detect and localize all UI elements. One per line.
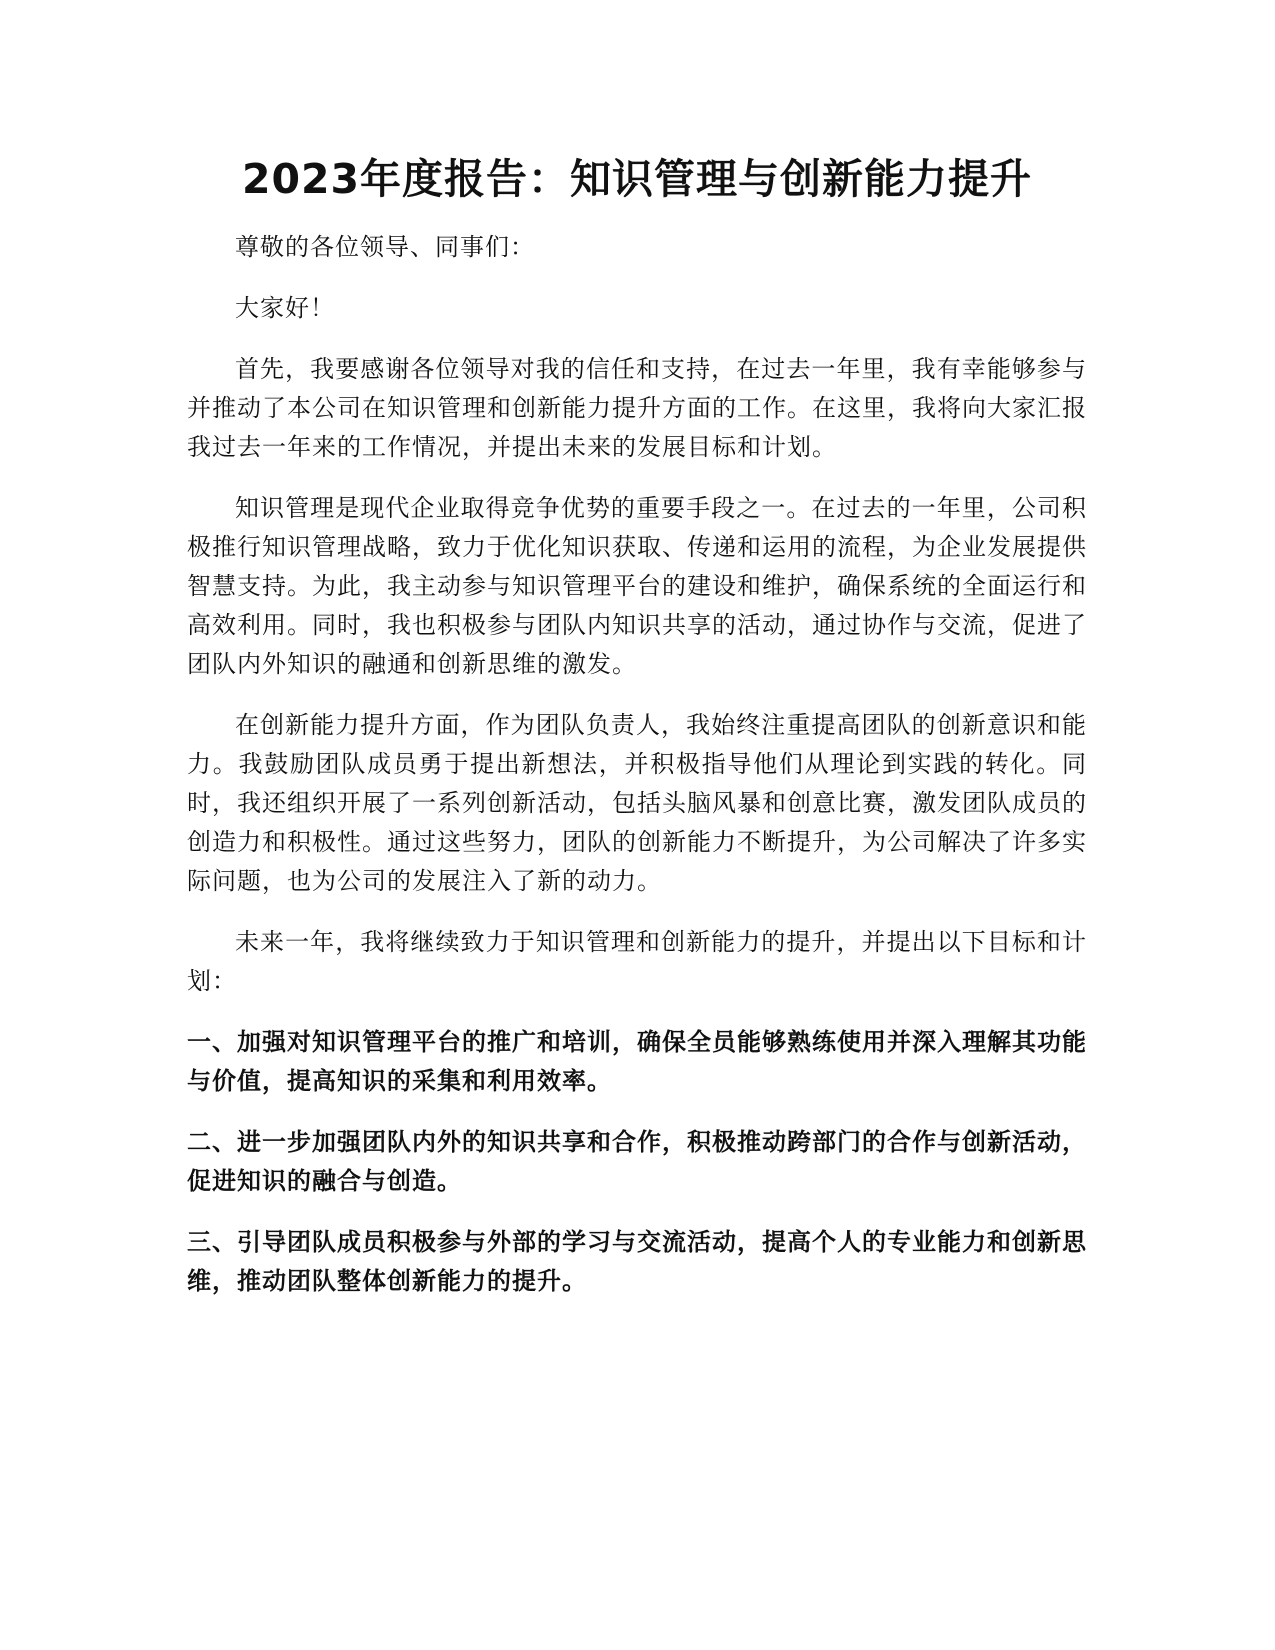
salutation: 尊敬的各位领导、同事们：	[235, 233, 535, 261]
paragraph-future-intro: 未来一年，我将继续致力于知识管理和创新能力的提升，并提出以下目标和计划：	[187, 928, 1087, 995]
greeting: 大家好！	[235, 294, 335, 322]
paragraph-knowledge-management: 知识管理是现代企业取得竞争优势的重要手段之一。在过去的一年里，公司积极推行知识管理战略，致力于优化知识获取、传递和运用的流程，为企业发展提供智慧支持。为此，我主动参与知识管理平台的建设和维护，确保系统的全面运行和高效利用。同时，我也积极参与团队内知识共享的活动，通过协作与交流，促进了团队内外知识的融通和创新思维的激发。	[187, 494, 1087, 678]
document-page	[187, 150, 1087, 1323]
goal-item-3: 三、引导团队成员积极参与外部的学习与交流活动，提高个人的专业能力和创新思维，推动团队整体创新能力的提升。	[187, 1228, 1087, 1295]
goal-item-2: 二、进一步加强团队内外的知识共享和合作，积极推动跨部门的合作与创新活动，促进知识的融合与创造。	[187, 1128, 1087, 1195]
goal-item-1: 一、加强对知识管理平台的推广和培训，确保全员能够熟练使用并深入理解其功能与价值，提高知识的采集和利用效率。	[187, 1028, 1087, 1095]
paragraph-innovation: 在创新能力提升方面，作为团队负责人，我始终注重提高团队的创新意识和能力。我鼓励团队成员勇于提出新想法，并积极指导他们从理论到实践的转化。同时，我还组织开展了一系列创新活动，包括头脑风暴和创意比赛，激发团队成员的创造力和积极性。通过这些努力，团队的创新能力不断提升，为公司解决了许多实际问题，也为公司的发展注入了新的动力。	[187, 711, 1087, 895]
document-title: 2023年度报告：知识管理与创新能力提升	[241, 155, 1033, 203]
paragraph-thanks: 首先，我要感谢各位领导对我的信任和支持，在过去一年里，我有幸能够参与并推动了本公司在知识管理和创新能力提升方面的工作。在这里，我将向大家汇报我过去一年来的工作情况，并提出未来的发展目标和计划。	[187, 355, 1087, 461]
